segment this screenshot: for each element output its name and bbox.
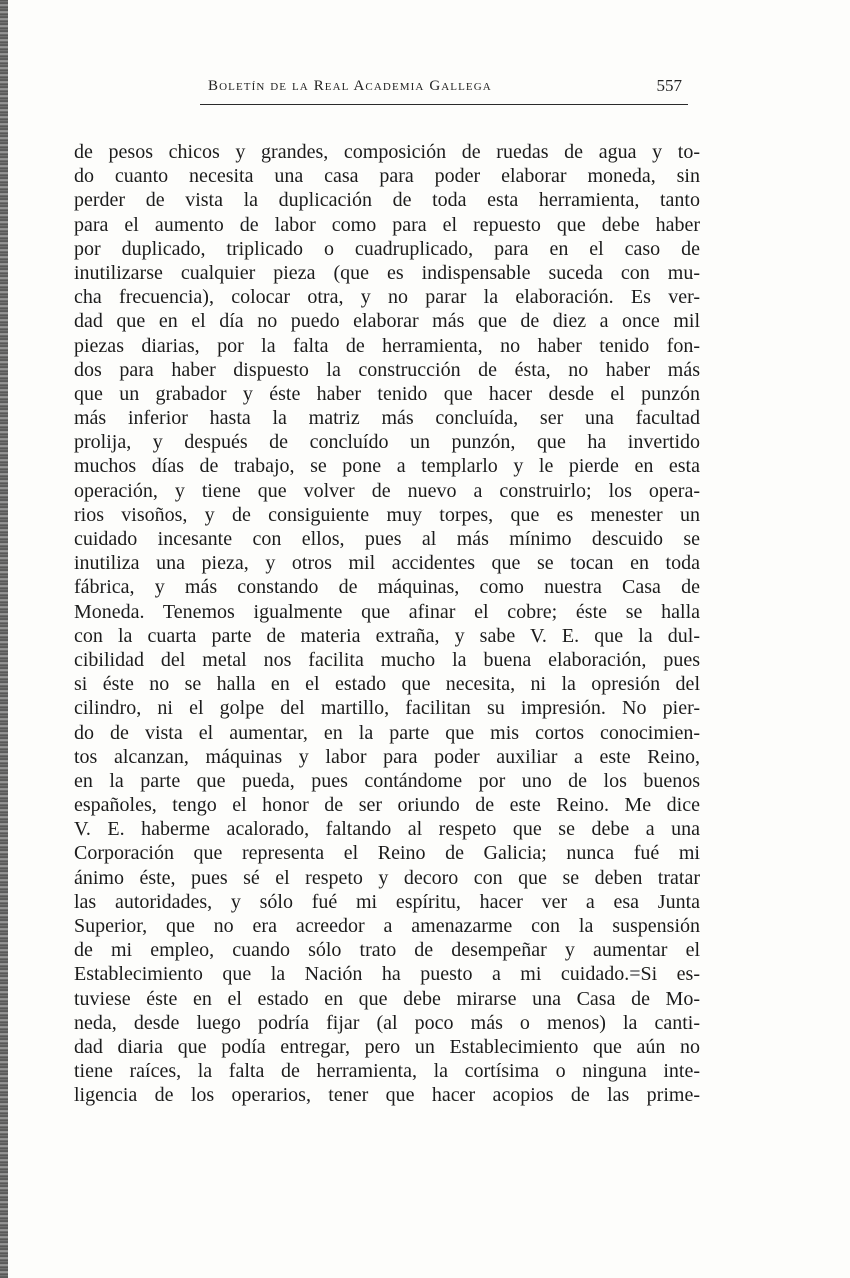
header-rule — [200, 104, 688, 105]
body-text — [74, 140, 700, 1108]
text-line: perder de vista la duplicación de toda esta herramienta, tanto — [74, 189, 700, 212]
text-line: Corporación que representa el Reino de Galicia; nunca fué mi — [74, 842, 700, 865]
text-line: dad que en el día no puedo elaborar más que de diez a once mil — [74, 310, 700, 333]
text-line: de mi empleo, cuando sólo trato de desempeñar y aumentar el — [74, 939, 700, 962]
text-line: fábrica, y más constando de máquinas, como nuestra Casa de — [74, 576, 700, 599]
text-line: más inferior hasta la matriz más concluída, ser una facultad — [74, 407, 700, 430]
text-line: en la parte que pueda, pues contándome por uno de los buenos — [74, 769, 700, 792]
text-line: cibilidad del metal nos facilita mucho la buena elaboración, pues — [74, 648, 700, 671]
text-line: si éste no se halla en el estado que necesita, ni la opresión del — [74, 673, 700, 696]
text-line: tuviese éste en el estado en que debe mirarse una Casa de Mo- — [74, 987, 700, 1010]
text-line: ligencia de los operarios, tener que hacer acopios de las prime- — [74, 1084, 700, 1107]
text-line: inutilizarse cualquier pieza (que es indispensable suceda con mu- — [74, 261, 700, 284]
binding-edge — [0, 0, 8, 1278]
text-line: cilindro, ni el golpe del martillo, facilitan su impresión. No pier- — [74, 697, 700, 720]
text-line: neda, desde luego podría fijar (al poco más o menos) la canti- — [74, 1011, 700, 1034]
text-line: Establecimiento que la Nación ha puesto a mi cuidado.=Si es- — [74, 963, 700, 986]
running-head: Boletín de la Real Academia Gallega — [208, 78, 492, 94]
text-line: rios visoños, y de consiguiente muy torpes, que es menester un — [74, 503, 700, 526]
text-line: do cuanto necesita una casa para poder elaborar moneda, sin — [74, 165, 700, 188]
text-line: ánimo éste, pues sé el respeto y decoro con que se deben tratar — [74, 866, 700, 889]
page-header — [200, 76, 690, 100]
text-line: muchos días de trabajo, se pone a templarlo y le pierde en esta — [74, 455, 700, 478]
text-line: prolija, y después de concluído un punzón, que ha invertido — [74, 431, 700, 454]
text-line: dad diaria que podía entregar, pero un Establecimiento que aún no — [74, 1035, 700, 1058]
page-number: 557 — [656, 76, 682, 95]
text-line: tos alcanzan, máquinas y labor para poder auxiliar a este Reino, — [74, 745, 700, 768]
text-line: para el aumento de labor como para el repuesto que debe haber — [74, 213, 700, 236]
text-line: tiene raíces, la falta de herramienta, la cortísima o ninguna inte- — [74, 1060, 700, 1083]
text-line: dos para haber dispuesto la construcción de ésta, no haber más — [74, 358, 700, 381]
text-line: do de vista el aumentar, en la parte que mis cortos conocimien- — [74, 721, 700, 744]
text-line: cha frecuencia), colocar otra, y no parar la elaboración. Es ver- — [74, 286, 700, 309]
text-line: que un grabador y éste haber tenido que hacer desde el punzón — [74, 382, 700, 405]
text-line: con la cuarta parte de materia extraña, y sabe V. E. que la dul- — [74, 624, 700, 647]
text-line: inutiliza una pieza, y otros mil accidentes que se tocan en toda — [74, 552, 700, 575]
text-line: V. E. haberme acalorado, faltando al respeto que se debe a una — [74, 818, 700, 841]
text-line: de pesos chicos y grandes, composición de ruedas de agua y to- — [74, 141, 700, 163]
text-line: piezas diarias, por la falta de herramienta, no haber tenido fon- — [74, 334, 700, 357]
text-line: Superior, que no era acreedor a amenazarme con la suspensión — [74, 915, 700, 937]
text-line: cuidado incesante con ellos, pues al más mínimo descuido se — [74, 528, 700, 550]
text-line: las autoridades, y sólo fué mi espíritu, hacer ver a esa Junta — [74, 890, 700, 913]
text-line: Moneda. Tenemos igualmente que afinar el cobre; éste se halla — [74, 600, 700, 623]
text-line: operación, y tiene que volver de nuevo a construirlo; los opera- — [74, 479, 700, 502]
text-line: españoles, tengo el honor de ser oriundo de este Reino. Me dice — [74, 794, 700, 817]
text-line: por duplicado, triplicado o cuadruplicado, para en el caso de — [74, 237, 700, 260]
